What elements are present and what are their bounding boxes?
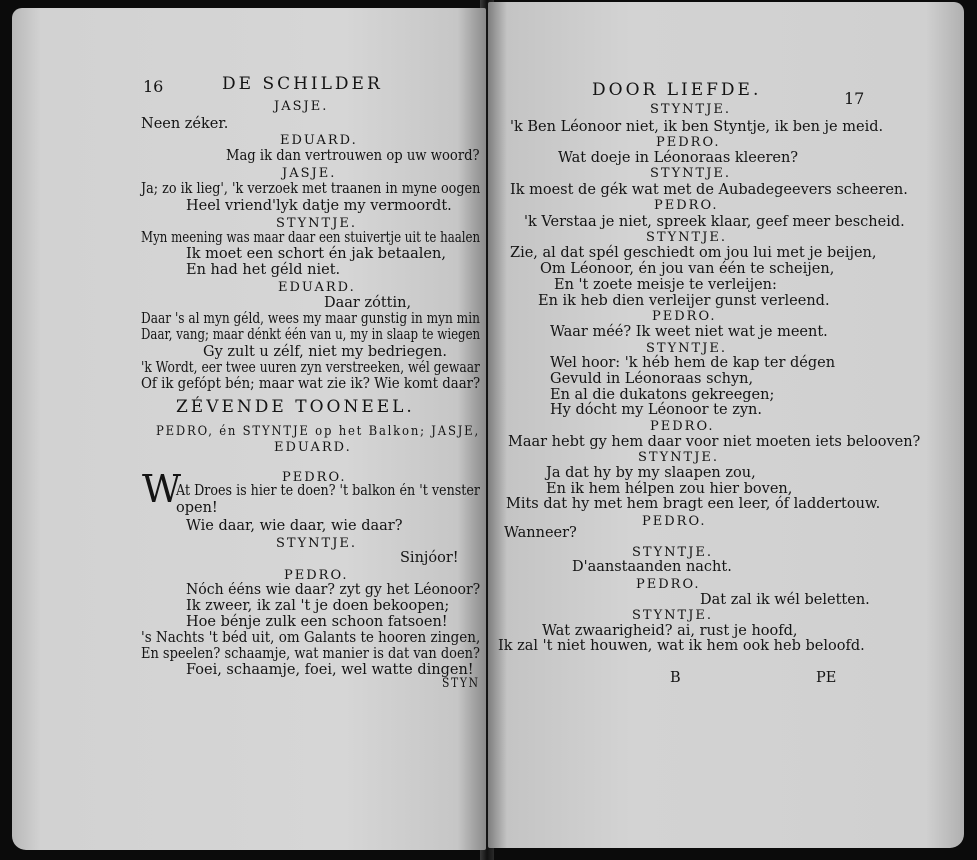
speaker: PEDRO.	[656, 135, 721, 150]
verse-line: Mag ik dan vertrouwen op uw woord?	[226, 148, 480, 164]
verse-line: En speelen? schaamje, wat manier is dat van doen?	[141, 646, 480, 662]
verse-line: Hoe bénje zulk een schoon fatsoen!	[186, 614, 448, 630]
verse-line: D'aanstaanden nacht.	[572, 559, 732, 575]
verse-line: Ik moet een schort én jak betaalen,	[186, 246, 446, 262]
speaker: PEDRO.	[284, 568, 349, 583]
verse-line: 's Nachts 't béd uit, om Galants te hooren zingen,	[141, 630, 481, 646]
verse-line: Neen zéker.	[141, 116, 229, 132]
speaker: PEDRO.	[654, 198, 719, 213]
stage-direction: PEDRO, én STYNTJE op het Balkon; JASJE,	[156, 424, 480, 439]
running-head: DOOR LIEFDE.	[592, 80, 762, 100]
verse-line: Wat zwaarigheid? ai, rust je hoofd,	[542, 623, 798, 639]
verse-line: En 't zoete meisje te verleijen:	[554, 277, 777, 293]
verse-line: Ik zal 't niet houwen, wat ik hem ook heb beloofd.	[498, 638, 865, 654]
speaker: STYNTJE.	[638, 450, 720, 465]
verse-line: 'k Verstaa je niet, spreek klaar, geef meer bescheid.	[524, 214, 905, 230]
verse-line: Heel vriend'lyk datje my vermoordt.	[186, 198, 452, 214]
speaker: STYNTJE.	[632, 608, 714, 623]
verse-line: Wel hoor: 'k héb hem de kap ter dégen	[550, 355, 836, 371]
verse-line: Ja; zo ik lieg', 'k verzoek met traanen in myne oogen	[141, 181, 481, 197]
verse-line: Mits dat hy met hem bragt een leer, óf laddertouw.	[506, 496, 881, 512]
speaker: PEDRO.	[282, 470, 347, 485]
verse-line: Ik zweer, ik zal 't je doen bekoopen;	[186, 598, 450, 614]
verse-line: Wanneer?	[504, 525, 577, 541]
verse-line: Gevuld in Léonoraas schyn,	[550, 371, 754, 387]
verse-line: En al die dukatons gekreegen;	[550, 387, 775, 403]
catchword: STYN	[442, 676, 480, 691]
left-page	[12, 8, 486, 850]
verse-line: Daar 's al myn géld, wees my maar gunstig in myn min	[141, 311, 480, 327]
verse-line: Waar méé? Ik weet niet wat je meent.	[550, 324, 828, 340]
verse-line: Daar zóttin,	[324, 295, 412, 311]
speaker: JASJE.	[282, 166, 337, 181]
verse-line: Ik moest de gék wat met de Aubadegeevers scheeren.	[510, 182, 908, 198]
page-number: 17	[844, 89, 865, 108]
speaker: PEDRO.	[652, 309, 717, 324]
speaker: JASJE.	[274, 99, 329, 114]
speaker: STYNTJE.	[646, 230, 728, 245]
speaker: PEDRO.	[650, 419, 715, 434]
speaker: PEDRO.	[636, 577, 701, 592]
speaker: EDUARD.	[278, 280, 356, 295]
verse-line: Wie daar, wie daar, wie daar?	[186, 518, 403, 534]
speaker: STYNTJE.	[646, 341, 728, 356]
scene-title: ZÉVENDE TOONEEL.	[176, 397, 415, 417]
verse-line: Gy zult u zélf, niet my bedriegen.	[203, 344, 447, 360]
verse-line: Wat doeje in Léonoraas kleeren?	[558, 150, 799, 166]
verse-line: open!	[176, 500, 218, 516]
running-head: DE SCHILDER	[222, 74, 383, 94]
verse-line: Nóch ééns wie daar? zyt gy het Léonoor?	[186, 582, 481, 598]
verse-line: Maar hebt gy hem daar voor niet moeten iets belooven?	[508, 434, 921, 450]
verse-line: En ik heb dien verleijer gunst verleend.	[538, 293, 830, 309]
speaker: STYNTJE.	[276, 216, 358, 231]
verse-line: 'k Wordt, eer twee uuren zyn verstreeken, wél gewaar	[141, 360, 480, 376]
speaker: PEDRO.	[642, 514, 707, 529]
page-number: 16	[143, 77, 164, 96]
verse-line: 'k Ben Léonoor niet, ik ben Styntje, ik ben je meid.	[510, 119, 884, 135]
verse-line: Ja dat hy by my slaapen zou,	[546, 465, 756, 481]
verse-line: En ik hem hélpen zou hier boven,	[546, 481, 793, 497]
right-page	[488, 2, 964, 848]
drop-cap: W	[142, 467, 182, 511]
verse-line: Hy dócht my Léonoor te zyn.	[550, 402, 762, 418]
verse-line: Myn meening was maar daar een stuivertje uit te haalen	[141, 230, 481, 246]
speaker: STYNTJE.	[650, 166, 732, 181]
verse-line: Foei, schaamje, foei, wel watte dingen!	[186, 662, 474, 678]
verse-line: At Droes is hier te doen? 't balkon én 't venster	[176, 483, 480, 499]
verse-line: Zie, al dat spél geschiedt om jou lui met je beijen,	[510, 245, 877, 261]
verse-line: Sinjóor!	[400, 550, 459, 566]
speaker: STYNTJE.	[632, 545, 714, 560]
speaker: STYNTJE.	[276, 536, 358, 551]
verse-line: Daar, vang; maar dénkt één van u, my in slaap te wiegen	[141, 327, 481, 343]
signature-mark: B	[670, 670, 681, 686]
verse-line: Of ik gefópt bén; maar wat zie ik? Wie komt daar?	[141, 376, 481, 392]
speaker: STYNTJE.	[650, 102, 732, 117]
stage-direction: EDUARD.	[274, 440, 352, 455]
verse-line: En had het géld niet.	[186, 262, 341, 278]
verse-line: Dat zal ik wél beletten.	[700, 592, 870, 608]
catchword: PE	[816, 670, 837, 686]
speaker: EDUARD.	[280, 133, 358, 148]
verse-line: Om Léonoor, én jou van één te scheijen,	[540, 261, 835, 277]
